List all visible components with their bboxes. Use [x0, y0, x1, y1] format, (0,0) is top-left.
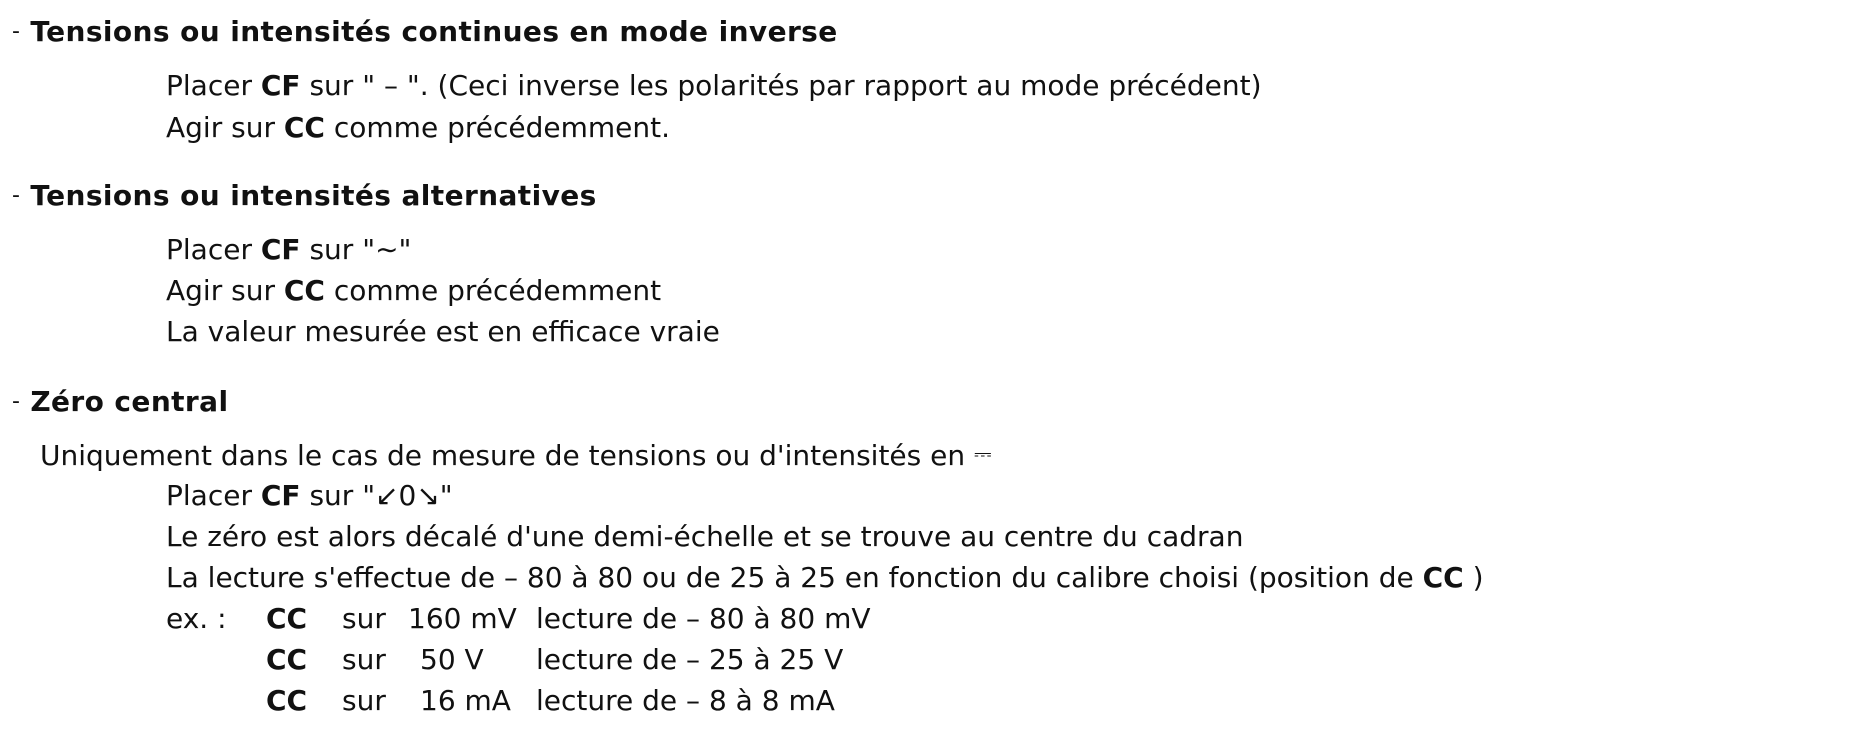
calibre: 160 mV [408, 602, 517, 635]
text: La lecture s'effectue de – 80 à 80 ou de 25 à 25 en fonction du calibre choisi (position de [166, 561, 1423, 594]
text: Agir sur [166, 274, 284, 307]
instruction-line [166, 273, 661, 309]
bold-term: CF [260, 479, 301, 512]
example-row [166, 642, 1366, 678]
section-heading-central-zero [12, 384, 228, 423]
section-heading-alternating [12, 178, 597, 217]
section-title: Zéro central [30, 385, 229, 418]
text: Uniquement dans le cas de mesure de tensions ou d'intensités en [40, 439, 966, 472]
instruction-line [166, 478, 453, 514]
example-row [166, 683, 1366, 719]
instruction-line [166, 232, 411, 268]
text: Placer [166, 479, 261, 512]
bold-term: CC [266, 602, 308, 635]
bullet-dash: - [12, 19, 21, 44]
text: sur "↙0↘" [300, 479, 453, 512]
text: ) [1463, 561, 1484, 594]
calibre: 50 V [420, 643, 484, 676]
bold-term: CC [266, 684, 308, 717]
text: sur " – ". (Ceci inverse les polarités par rapport au mode précédent) [300, 69, 1262, 102]
text: comme précédemment. [324, 111, 671, 144]
section-title: Tensions ou intensités alternatives [30, 179, 597, 212]
bold-term: CF [260, 69, 301, 102]
text: comme précédemment [324, 274, 662, 307]
reading: lecture de – 80 à 80 mV [536, 602, 871, 635]
bold-term: CC [283, 111, 325, 144]
bold-term: CC [266, 643, 308, 676]
example-prefix: ex. : [166, 602, 227, 635]
instruction-line [166, 110, 670, 146]
bold-term: CC [283, 274, 325, 307]
text: Placer [166, 233, 261, 266]
section-title: Tensions ou intensités continues en mode inverse [30, 15, 838, 48]
bold-term: CC [1422, 561, 1464, 594]
section-heading-inverse-mode [12, 14, 838, 53]
text: sur [342, 602, 386, 635]
intro-line [40, 438, 992, 477]
bullet-dash: - [12, 183, 21, 208]
reading: lecture de – 8 à 8 mA [536, 684, 835, 717]
calibre: 16 mA [420, 684, 511, 717]
instruction-line [166, 314, 720, 350]
reading: lecture de – 25 à 25 V [536, 643, 844, 676]
text: sur [342, 643, 386, 676]
bullet-dash: - [12, 389, 21, 414]
example-row [166, 601, 1366, 637]
text: Agir sur [166, 111, 284, 144]
text: La valeur mesurée est en efficace vraie [166, 315, 720, 348]
instruction-line [166, 519, 1243, 555]
text: sur [342, 684, 386, 717]
instruction-line [166, 68, 1262, 104]
dc-symbol-icon: ⎓ [974, 442, 992, 467]
bold-term: CF [260, 233, 301, 266]
text: sur "∼" [300, 233, 412, 266]
text: Placer [166, 69, 261, 102]
text: Le zéro est alors décalé d'une demi-échelle et se trouve au centre du cadran [166, 520, 1244, 553]
reading-line [166, 560, 1484, 596]
